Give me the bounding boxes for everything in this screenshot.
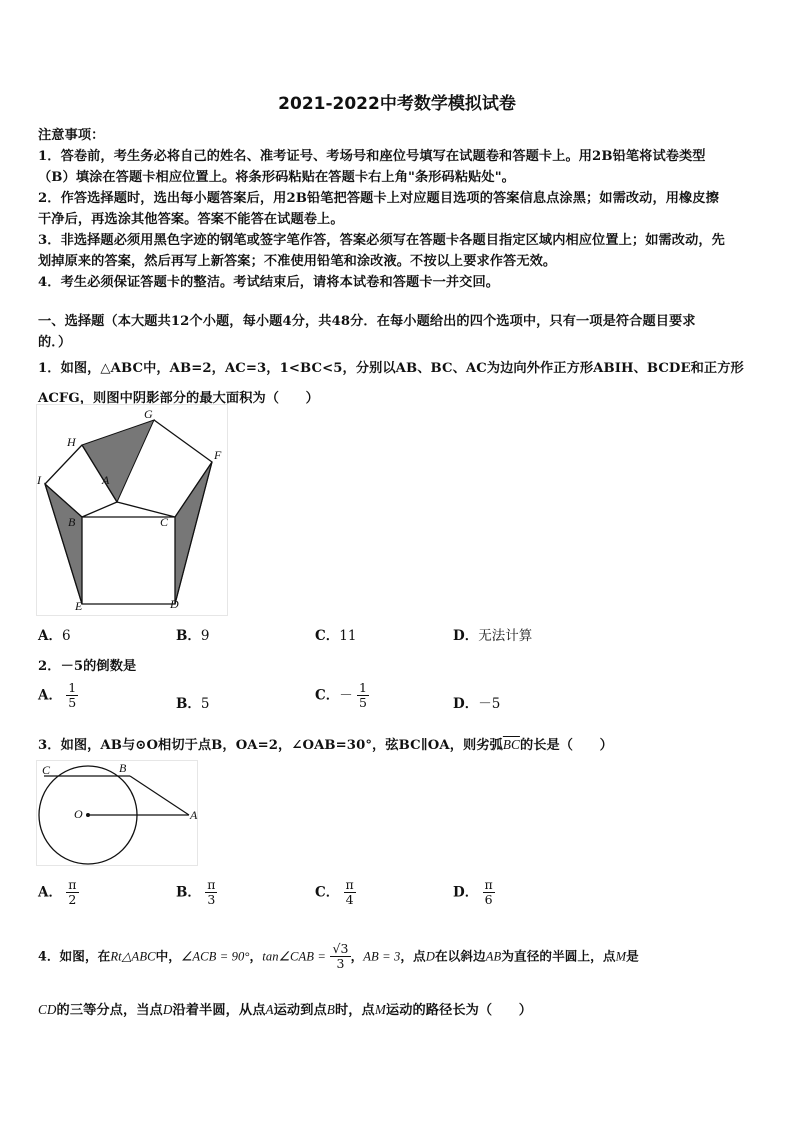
option-c[interactable]: C． $\frac{\pi}{4}$: [315, 877, 354, 908]
option-b[interactable]: B．9: [176, 628, 210, 644]
question-1-figure: [36, 404, 228, 616]
fraction: $\frac{1}{5}$: [68, 680, 77, 711]
question-4-stem-cont: CD的三等分点，当点D沿着半圆，从点A运动到点B时，点M运动的路径长为（ ）: [38, 1002, 533, 1018]
notice-line: 干净后，再选涂其他答案。答案不能答在试题卷上。: [38, 212, 344, 227]
label-I: I: [37, 473, 41, 487]
fraction: $\frac{1}{5}$: [359, 680, 367, 711]
label-G: G: [144, 407, 153, 421]
option-c[interactable]: C．11: [315, 628, 357, 644]
label-F: F: [214, 448, 222, 462]
question-3-figure: [36, 760, 198, 866]
option-a[interactable]: A．6: [38, 628, 71, 644]
label-C: C: [160, 515, 169, 529]
section-heading: 一、选择题（本大题共12个小题，每小题4分，共48分．在每小题给出的四个选项中，只有一项是符合题目要求: [38, 314, 696, 329]
option-d[interactable]: D．无法计算: [453, 628, 533, 644]
notice-line: 2．作答选择题时，选出每小题答案后，用2B铅笔把答题卡上对应题目选项的答案信息点涂黑；如需改动，用橡皮擦: [38, 191, 719, 206]
option-d[interactable]: D． $\frac{\pi}{6}$: [453, 877, 493, 908]
label-B: B: [68, 515, 76, 529]
notice-line: 1．答卷前，考生务必将自己的姓名、准考证号、考场号和座位号填写在试题卷和答题卡上。用2B铅笔将试卷类型: [38, 149, 706, 164]
shaded-triangle-top: [82, 420, 154, 502]
option-b[interactable]: B．5: [176, 696, 210, 712]
option-d[interactable]: D．－5: [453, 696, 501, 712]
notice-heading: 注意事项：: [38, 128, 105, 143]
label-H: H: [67, 435, 76, 449]
label-A: A: [190, 808, 198, 822]
question-4-stem: 4．如图，在Rt△ABC中，∠ACB = 90°，tan∠CAB = $\frac{√3}{3}$ ，AB = 3，点D在以斜边AB为直径的半圆上，点M是: [38, 941, 639, 972]
label-B: B: [119, 761, 127, 775]
fraction: $\frac{√3}{3}$: [332, 941, 349, 972]
notice-line: 4．考生必须保证答题卡的整洁。考试结束后，请将本试卷和答题卡一并交回。: [38, 275, 500, 290]
question-1-stem: 1．如图，△ABC中，AB=2，AC=3，1<BC<5，分别以AB、BC、AC为边向外作正方形ABIH、BCDE和正方形: [38, 361, 744, 376]
label-O: O: [74, 807, 83, 821]
fraction: $\frac{\pi}{2}$: [68, 877, 77, 908]
option-c[interactable]: C．－ $\frac{1}{5}$: [315, 680, 367, 711]
label-A: A: [102, 473, 110, 487]
option-a[interactable]: A． $\frac{\pi}{2}$: [38, 877, 77, 908]
arc-bc: $\overline{BC}$: [502, 737, 520, 752]
notice-line: （B）填涂在答题卡相应位置上。将条形码粘贴在答题卡右上角"条形码粘贴处"。: [38, 170, 515, 185]
notice-line: 划掉原来的答案，然后再写上新答案；不准使用铅笔和涂改液。不按以上要求作答无效。: [38, 254, 557, 269]
question-3-stem: 3．如图，AB与⊙O相切于点B，OA=2，∠OAB=30°，弦BC∥OA，则劣弧$\overline{BC}$的长是（ ）: [38, 737, 613, 753]
section-heading-cont: 的．）: [38, 335, 72, 350]
option-a[interactable]: A． $\frac{1}{5}$: [38, 680, 77, 711]
page-title: 2021-2022中考数学模拟试卷: [278, 94, 516, 114]
notice-line: 3．非选择题必须用黑色字迹的钢笔或签字笔作答，答案必须写在答题卡各题目指定区域内相应位置上；如需改动，先: [38, 233, 725, 248]
question-2-stem: 2．－5的倒数是: [38, 659, 137, 674]
fraction: $\frac{\pi}{4}$: [345, 877, 354, 908]
label-E: E: [75, 599, 83, 613]
question-1-stem-cont: ACFG，则图中阴影部分的最大面积为（ ）: [38, 391, 319, 406]
fraction: $\frac{\pi}{3}$: [207, 877, 216, 908]
label-D: D: [170, 597, 179, 611]
option-b[interactable]: B． $\frac{\pi}{3}$: [176, 877, 216, 908]
fraction: $\frac{\pi}{6}$: [484, 877, 493, 908]
label-C: C: [42, 763, 51, 777]
